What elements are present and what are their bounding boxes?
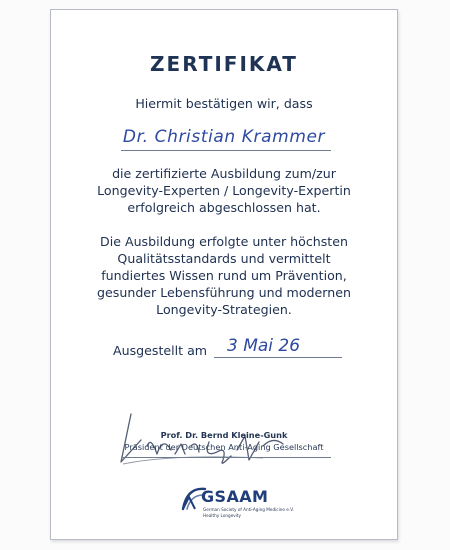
issued-label: Ausgestellt am bbox=[113, 343, 208, 358]
quality-line-5: Longevity-Strategien. bbox=[156, 302, 292, 317]
issued-date: 3 Mai 26 bbox=[227, 336, 301, 356]
signature-scribble bbox=[113, 406, 303, 476]
quality-line-1: Die Ausbildung erfolgte unter höchsten bbox=[100, 234, 348, 249]
logo-subline-1: German Society of Anti-Aging Medicine e.V. bbox=[203, 507, 294, 512]
certificate-title: ZERTIFIKAT bbox=[150, 52, 298, 76]
completion-line-2: Longevity-Experten / Longevity-Expertin bbox=[97, 183, 351, 198]
recipient-name-rule bbox=[121, 150, 331, 151]
signer-title: Präsident der Deutschen Anti-Aging Gesellschaft bbox=[124, 442, 324, 452]
intro-text: Hiermit bestätigen wir, dass bbox=[135, 96, 313, 111]
quality-line-2: Qualitätsstandards und vermittelt bbox=[117, 251, 331, 266]
quality-line-4: gesunder Lebensführung und modernen bbox=[97, 285, 351, 300]
certificate-sheet bbox=[50, 9, 398, 540]
gsaam-logo bbox=[179, 483, 299, 523]
logo-subline-2: Healthy Longevity bbox=[203, 513, 242, 518]
issued-date-rule bbox=[214, 357, 342, 358]
signature-rule bbox=[121, 457, 331, 458]
logo-text: GSAAM bbox=[201, 487, 269, 506]
recipient-name: Dr. Christian Krammer bbox=[122, 127, 326, 147]
completion-line-1: die zertifizierte Ausbildung zum/zur bbox=[112, 166, 336, 181]
signer-name: Prof. Dr. Bernd Kleine-Gunk bbox=[160, 430, 288, 440]
quality-line-3: fundiertes Wissen rund um Prävention, bbox=[101, 268, 347, 283]
completion-line-3: erfolgreich abgeschlossen hat. bbox=[127, 200, 321, 215]
